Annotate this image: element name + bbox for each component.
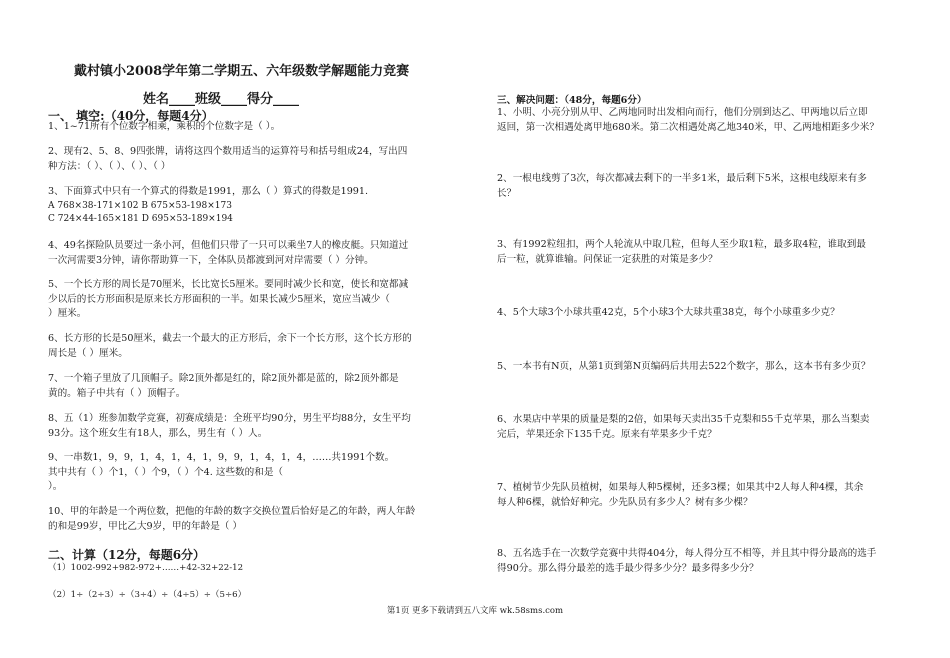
problem-2	[497, 172, 867, 201]
question-10	[48, 505, 415, 534]
problem-line: 完后，苹果还余下135千克。原来有苹果多少千克？	[497, 428, 717, 440]
problem-5	[497, 360, 871, 375]
problem-3	[497, 238, 866, 267]
problem-8	[497, 547, 876, 576]
question-line: 少以后的长方形面积是原来长方形面积的一半。如果长减少5厘米，宽应当减少（	[48, 293, 390, 305]
question-line: 4、49名探险队员要过一条小河，但他们只带了一只可以乘坐7人的橡皮艇。只知道过	[48, 240, 409, 251]
page-title: 戴村镇小2008学年第二学期五、六年级数学解题能力竞赛	[74, 64, 410, 79]
question-7	[48, 372, 399, 401]
question-line: 其中共有（ ）个1，（ ）个9，（ ）个4. 这些数的和是（	[48, 466, 284, 478]
problem-line: 长？	[497, 187, 517, 199]
problem-1	[497, 106, 879, 135]
problem-line: 3、有1992粒纽扣，两个人轮流从中取几粒，但每人至少取1粒，最多取4粒，谁取到最	[497, 239, 866, 250]
question-line: 一次河需要3分钟，请你帮助算一下，全体队员都渡到河对岸需要（ ）分钟。	[48, 254, 374, 266]
problem-line: 每人种6棵，就恰好种完。少先队员有多少人？树有多少棵？	[497, 496, 753, 508]
problem-line: 2、一根电线剪了3次，每次都减去剩下的一半多1米，最后剩下5米，这根电线原来有多	[497, 173, 867, 184]
problem-7	[497, 481, 863, 510]
question-1	[48, 120, 280, 135]
section-calculation-heading: 二、计算（12分，每题6分）	[48, 548, 206, 562]
problem-line: 7、植树节少先队员植树，如果每人种5棵树，还多3棵；如果其中2人每人种4棵，其余	[497, 482, 864, 493]
question-6	[48, 332, 412, 361]
problem-line: 5、一本书有N页，从第1页到第N页编码后共用去522个数字，那么，这本书有多少页？	[497, 361, 871, 372]
problem-line: 返回，第一次相遇处离甲地680米。第二次相遇处离乙地340米，甲、乙两地相距多少米？	[497, 121, 879, 133]
question-line: 7、一个箱子里放了几顶帽子。除2顶外都是红的，除2顶外都是蓝的，除2顶外都是	[48, 373, 399, 384]
question-8	[48, 412, 411, 441]
question-line: 6、长方形的长是50厘米，截去一个最大的正方形后，余下一个长方形，这个长方形的	[48, 333, 412, 344]
question-2	[48, 145, 407, 174]
calculation-1: （1）1002-992+982-972+……+42-32+22-12	[48, 563, 244, 573]
problem-line: 4、5个大球3个小球共重42克，5个小球3个大球共重38克，每个小球重多少克？	[497, 307, 840, 318]
problem-line: 8、五名选手在一次数学竞赛中共得404分，每人得分互不相等，并且其中得分最高的选手	[497, 548, 877, 559]
question-line: 1、1~71所有个位数字相乘，乘积的个位数字是（ ）。	[48, 121, 281, 132]
question-9	[48, 451, 394, 495]
problem-6	[497, 413, 869, 442]
question-5	[48, 278, 408, 322]
problem-line: 后一粒，就算谁输。问保证一定获胜的对策是多少？	[497, 253, 718, 265]
question-line: 10、甲的年龄是一个两位数，把他的年龄的数字交换位置后恰好是乙的年龄，两人年龄	[48, 506, 416, 517]
page-footer: 第1页 更多下载请到五八文库 wk.58sms.com	[386, 606, 564, 616]
question-option-line: C 724×44-165×181 D 695×53-189×194	[48, 213, 233, 224]
problem-4	[497, 306, 840, 321]
calculation-2: （2）1÷（2÷3）÷（3÷4）÷（4÷5）÷（5÷6）	[48, 590, 247, 600]
name-class-score-line: 姓名____班级____得分____	[143, 92, 300, 107]
question-4	[48, 239, 408, 268]
section-problem-solving-heading: 三、解决问题：（48分，每题6分）	[497, 95, 647, 106]
question-line: ）厘米。	[48, 308, 87, 319]
question-line: ）。	[48, 481, 63, 492]
problem-line: 得90分。那么得分最差的选手最少得多少分？最多得多少分？	[497, 562, 759, 574]
question-option-line: A 768×38-171×102 B 675×53-198×173	[48, 200, 232, 211]
section-fill-in-heading: 一、 填空:（40分，每题4分）	[48, 109, 214, 123]
question-line: 周长是（ ）厘米。	[48, 347, 128, 359]
question-line: 8、五（1）班参加数学竞赛，初赛成绩是：全班平均90分，男生平均88分，女生平均	[48, 413, 411, 424]
question-line: 5、一个长方形的周长是70厘米，长比宽长5厘米。要同时减少长和宽，使长和宽都减	[48, 279, 409, 290]
question-3	[48, 185, 368, 226]
question-line: 种方法：（ ）、（ ）、（ ）、（ ）	[48, 160, 171, 172]
question-line: 3、下面算式中只有一个算式的得数是1991，那么（ ）算式的得数是1991.	[48, 186, 369, 197]
question-line: 的和是99岁，甲比乙大9岁，甲的年龄是（ ）	[48, 520, 243, 532]
problem-line: 1、小明、小亮分别从甲、乙两地同时出发相向而行，他们分别到达乙、甲两地以后立即	[497, 107, 868, 118]
question-line: 黄的。箱子中共有（ ）顶帽子。	[48, 387, 186, 399]
question-line: 9、一串数1，9，9，1，4，1，4，1，9，9，1，4，1，4，……共1991个数。	[48, 452, 395, 463]
question-line: 2、现有2、5、8、9四张牌，请将这四个数用适当的运算符号和括号组成24，写出四	[48, 146, 408, 157]
problem-line: 6、水果店中苹果的质量是梨的2倍，如果每天卖出35千克梨和55千克苹果，那么当梨卖	[497, 414, 870, 425]
question-line: 93分。这个班女生有18人，那么，男生有（ ）人。	[48, 427, 268, 439]
